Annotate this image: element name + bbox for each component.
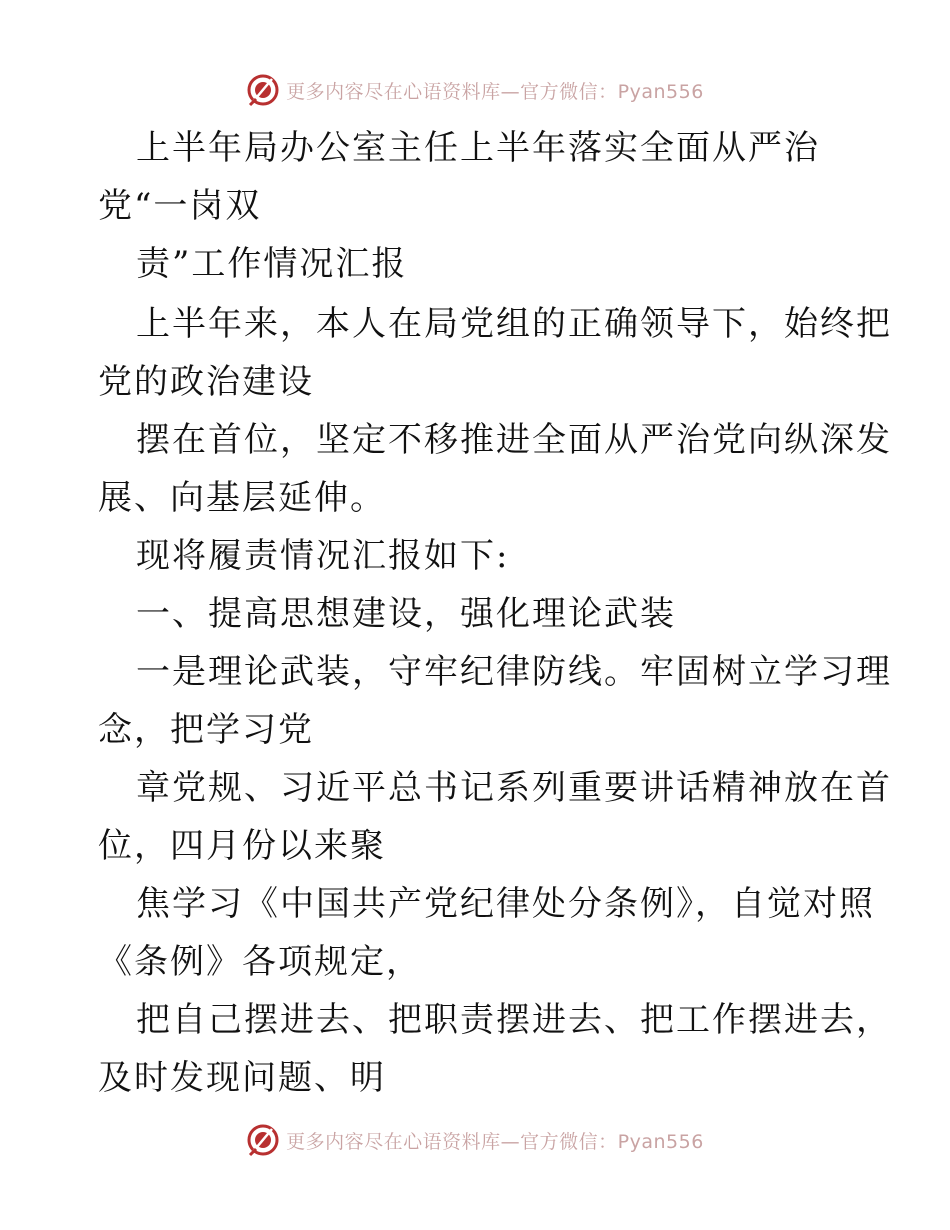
paragraph-line: 位，四月份以来聚	[98, 826, 386, 866]
paragraph-line: 上半年来，本人在局党组的正确领导下，始终把	[136, 304, 892, 344]
paragraph-line: 摆在首位，坚定不移推进全面从严治党向纵深发	[136, 420, 892, 460]
paragraph-line: 《条例》各项规定，	[98, 942, 422, 982]
watermark-text: 更多内容尽在心语资料库—官方微信：Pyan556	[286, 80, 704, 103]
paragraph-line: 焦学习《中国共产党纪律处分条例》，自觉对照	[136, 884, 875, 924]
quill-pen-logo-icon	[246, 73, 280, 107]
section-heading: 一、提高思想建设，强化理论武装	[136, 594, 676, 634]
paragraph-line: 现将履责情况汇报如下:	[136, 536, 510, 576]
paragraph-line: 及时发现问题、明	[98, 1058, 386, 1098]
paragraph-line: 一是理论武装，守牢纪律防线。牢固树立学习理	[136, 652, 892, 692]
title-line-3: 责”工作情况汇报	[136, 244, 408, 284]
watermark-text: 更多内容尽在心语资料库—官方微信：Pyan556	[286, 1130, 704, 1153]
paragraph-line: 章党规、习近平总书记系列重要讲话精神放在首	[136, 768, 892, 808]
paragraph-line: 念，把学习党	[98, 710, 314, 750]
paragraph-line: 把自己摆进去、把职责摆进去、把工作摆进去，	[136, 1000, 892, 1040]
quill-pen-logo-icon	[246, 1123, 280, 1157]
footer-watermark	[0, 1120, 950, 1160]
paragraph-line: 展、向基层延伸。	[98, 478, 386, 518]
title-line-1: 上半年局办公室主任上半年落实全面从严治	[136, 128, 820, 168]
header-watermark	[0, 70, 950, 110]
paragraph-line: 党的政治建设	[98, 362, 314, 402]
title-line-2: 党“一岗双	[98, 186, 262, 226]
